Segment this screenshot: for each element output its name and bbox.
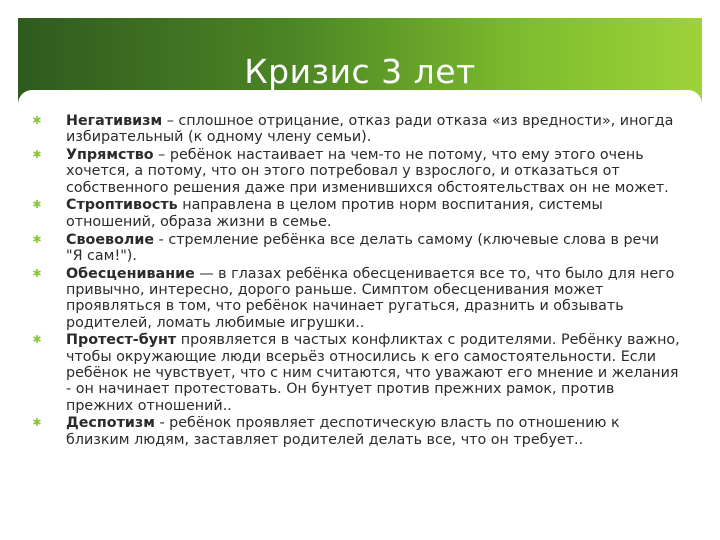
- list-item: [30, 113, 680, 146]
- item-text: - стремление ребёнка все делать самому (ключевые слова в речи "Я сам!").: [66, 231, 660, 264]
- list-item: [30, 232, 680, 265]
- list-item: [30, 197, 680, 230]
- asterisk-icon: ✱: [32, 198, 42, 212]
- list-item: [30, 147, 680, 196]
- item-term: Строптивость: [66, 197, 178, 214]
- asterisk-icon: ✱: [32, 232, 42, 246]
- slide-title: Кризис 3 лет: [244, 52, 476, 91]
- item-text: – сплошное отрицание, отказ ради отказа «из вредности», иногда избирательный (к одному члену семьи).: [66, 113, 674, 146]
- list-item: [30, 266, 680, 331]
- asterisk-icon: ✱: [32, 114, 42, 127]
- asterisk-icon: ✱: [32, 333, 42, 347]
- list-item: [30, 332, 680, 413]
- item-text: — в глазах ребёнка обесценивается все то, что было для него привычно, интересно, дорого раньше. Симптом обесценивания может проявляться в том, что ребёнок начинает ругаться, дразнить и обзывать родителей, ломать любимые игрушки..: [66, 265, 675, 331]
- item-term: Упрямство: [66, 147, 154, 164]
- item-term: Протест-бунт: [66, 332, 177, 349]
- bullet-list: [30, 113, 680, 449]
- item-term: Деспотизм: [66, 415, 155, 432]
- item-term: Обесценивание: [66, 265, 195, 282]
- list-item: [30, 415, 680, 448]
- item-text: направлена в целом против норм воспитания, системы отношений, образа жизни в семье.: [66, 197, 603, 230]
- item-text: – ребёнок настаивает на чем-то не потому, что ему этого очень хочется, а потому, что он этого потребовал у взрослого, и отказаться от собственного решения даже при изменившихся обстоятельствах он не может.: [66, 147, 669, 196]
- item-term: Своеволие: [66, 231, 155, 248]
- asterisk-icon: ✱: [32, 416, 42, 430]
- item-term: Негативизм: [66, 113, 163, 129]
- asterisk-icon: ✱: [32, 148, 42, 162]
- item-text: проявляется в частых конфликтах с родителями. Ребёнку важно, чтобы окружающие люди всерьёз относились к его самостоятельности. Если ребёнок не чувствует, что с ним считаются, что уважают его мнение и желания - он начинает протестовать. Он бунтует против прежних рамок, против прежних отношений..: [66, 332, 680, 414]
- item-text: - ребёнок проявляет деспотическую власть по отношению к близким людям, заставляет родителей делать все, что он требует..: [66, 415, 620, 448]
- asterisk-icon: ✱: [32, 266, 42, 280]
